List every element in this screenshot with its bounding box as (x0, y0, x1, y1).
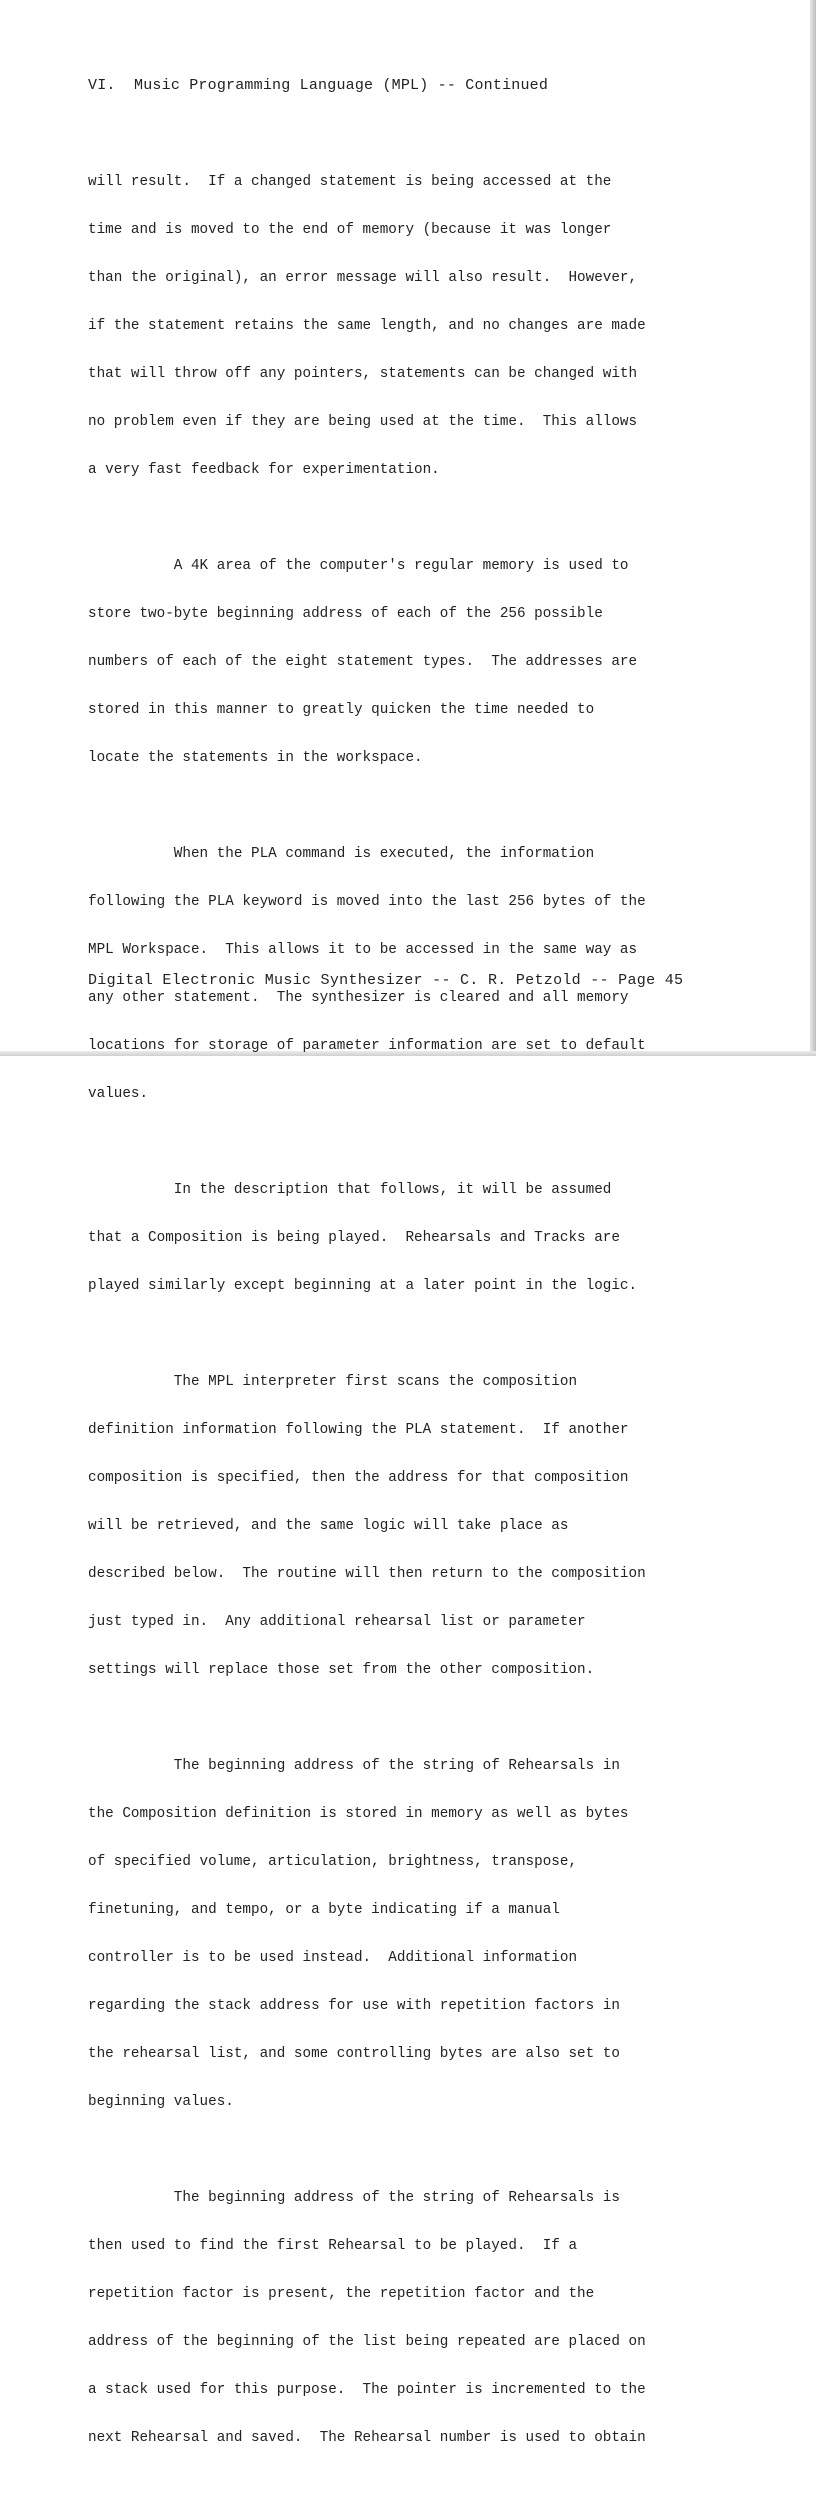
text-line: than the original), an error message will also result. However, (88, 270, 638, 286)
text-line: regarding the stack address for use with repetition factors in (88, 1998, 620, 2014)
text-line: A 4K area of the computer's regular memory is used to (88, 558, 629, 574)
text-line: the Composition definition is stored in memory as well as bytes (88, 1806, 629, 1822)
page-edge-shadow-right (810, 0, 816, 1056)
text-line: In the description that follows, it will be assumed (88, 1182, 612, 1198)
text-line: will result. If a changed statement is being accessed at the (88, 174, 612, 190)
text-line: values. (88, 1086, 149, 1102)
text-line: a very fast feedback for experimentation. (88, 462, 440, 478)
text-line: composition is specified, then the address for that composition (88, 1470, 629, 1486)
text-line: controller is to be used instead. Additional information (88, 1950, 578, 1966)
paragraph-4 (88, 1150, 728, 1326)
text-line: played similarly except beginning at a later point in the logic. (88, 1278, 638, 1294)
text-line: settings will replace those set from the other composition. (88, 1662, 595, 1678)
text-line: a stack used for this purpose. The pointer is incremented to the (88, 2382, 646, 2398)
text-line: The MPL interpreter first scans the composition (88, 1374, 578, 1390)
paragraph-7 (88, 2158, 728, 2478)
text-line: beginning values. (88, 2094, 234, 2110)
document-body (88, 142, 728, 2494)
text-line: repetition factor is present, the repetition factor and the (88, 2286, 595, 2302)
paragraph-6 (88, 1726, 728, 2142)
paragraph-2 (88, 526, 728, 798)
paragraph-1 (88, 142, 728, 510)
text-line: address of the beginning of the list being repeated are placed on (88, 2334, 646, 2350)
text-line: if the statement retains the same length, and no changes are made (88, 318, 646, 334)
section-header: VI. Music Programming Language (MPL) -- Continued (88, 77, 549, 94)
text-line: any other statement. The synthesizer is cleared and all memory (88, 990, 629, 1006)
text-line: MPL Workspace. This allows it to be accessed in the same way as (88, 942, 638, 958)
text-line: no problem even if they are being used at the time. This allows (88, 414, 638, 430)
text-line: definition information following the PLA statement. If another (88, 1422, 629, 1438)
text-line: numbers of each of the eight statement types. The addresses are (88, 654, 638, 670)
page-footer: Digital Electronic Music Synthesizer -- C. R. Petzold -- Page 45 (88, 972, 684, 989)
text-line: store two-byte beginning address of each of the 256 possible (88, 606, 603, 622)
text-line: then used to find the first Rehearsal to be played. If a (88, 2238, 578, 2254)
text-line: next Rehearsal and saved. The Rehearsal number is used to obtain (88, 2430, 646, 2446)
text-line: finetuning, and tempo, or a byte indicating if a manual (88, 1902, 560, 1918)
text-line: of specified volume, articulation, brightness, transpose, (88, 1854, 578, 1870)
text-line: the rehearsal list, and some controlling bytes are also set to (88, 2046, 620, 2062)
text-line: described below. The routine will then return to the composition (88, 1566, 646, 1582)
text-line: locations for storage of parameter information are set to default (88, 1038, 646, 1054)
text-line: locate the statements in the workspace. (88, 750, 423, 766)
text-line: just typed in. Any additional rehearsal list or parameter (88, 1614, 586, 1630)
text-line: that a Composition is being played. Rehearsals and Tracks are (88, 1230, 620, 1246)
text-line: The beginning address of the string of Rehearsals is (88, 2190, 620, 2206)
text-line: stored in this manner to greatly quicken the time needed to (88, 702, 595, 718)
text-line: following the PLA keyword is moved into the last 256 bytes of the (88, 894, 646, 910)
text-line: When the PLA command is executed, the information (88, 846, 595, 862)
paragraph-5 (88, 1342, 728, 1710)
text-line: that will throw off any pointers, statements can be changed with (88, 366, 638, 382)
text-line: The beginning address of the string of Rehearsals in (88, 1758, 620, 1774)
text-line: will be retrieved, and the same logic will take place as (88, 1518, 569, 1534)
text-line: time and is moved to the end of memory (because it was longer (88, 222, 612, 238)
